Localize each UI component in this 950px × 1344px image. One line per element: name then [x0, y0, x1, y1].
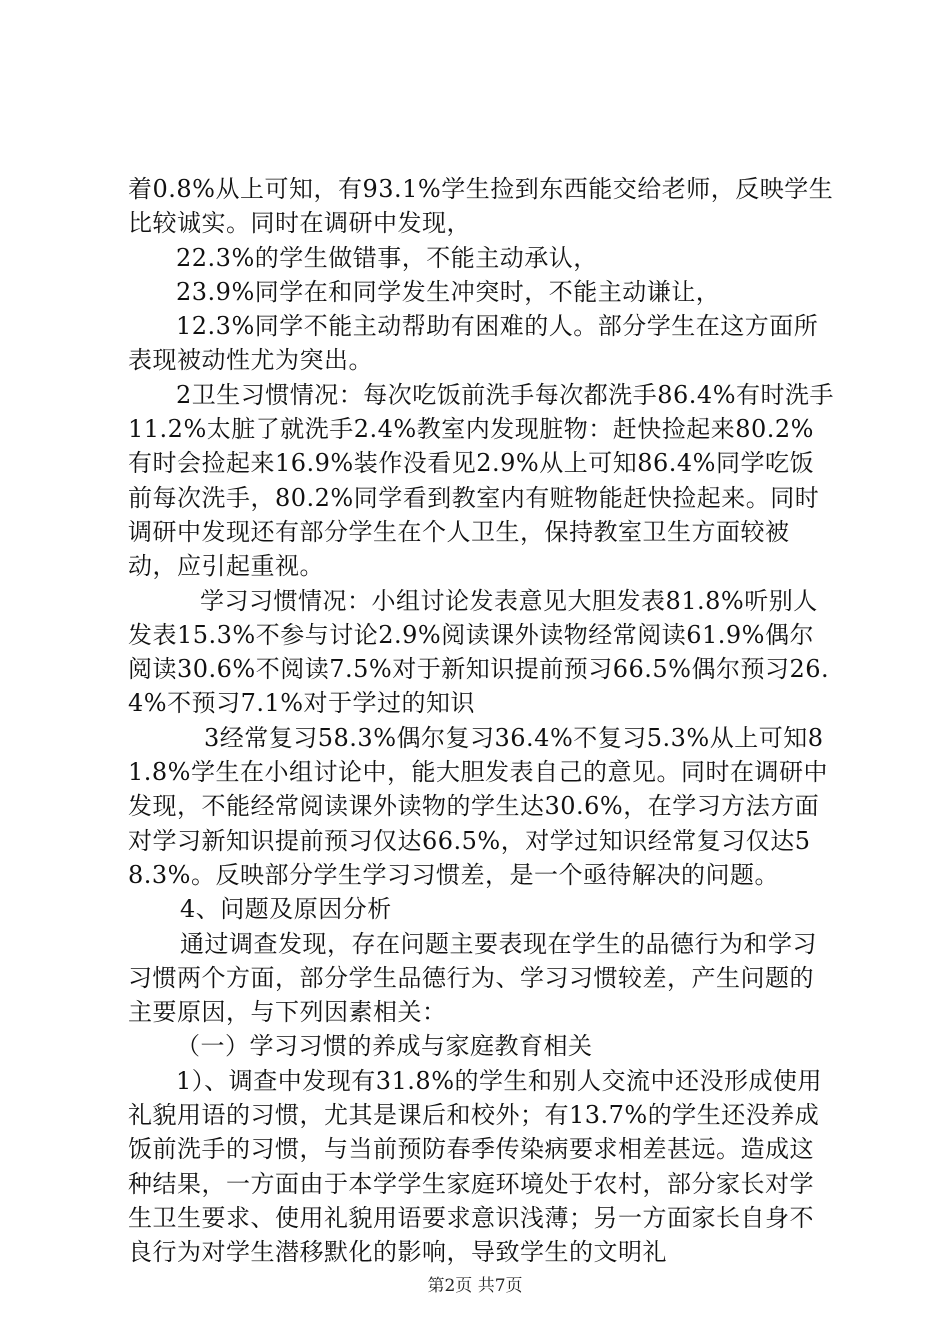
paragraph-admit-mistakes: 22.3%的学生做错事，不能主动承认， — [176, 243, 598, 272]
paragraph-hygiene-habits: 2卫生习惯情况：每次吃饭前洗手每次都洗手86.4%有时洗手11.2%太脏了就洗手2.4%教室内发现脏物：赶快捡起来80.2%有时会捡起来16.9%装作没看见2.9%从上可知86.4%同学吃饭前每次洗手，80.2%同学看到教室内有赃物能赶快捡起来。同时调研中发现还有部分学生在个人卫生，保持教室卫生方面较被动，应引起重视。 — [128, 380, 835, 581]
paragraph-polite-language: 1）、调查中发现有31.8%的学生和别人交流中还没形成使用礼貌用语的习惯，尤其是课后和校外；有13.7%的学生还没养成饭前洗手的习惯，与当前预防春季传染病要求相差甚远。造成这种结果，一方面由于本学学生家庭环境处于农村，部分家长对学生卫生要求、使用礼貌用语要求意识浅薄；另一方面家长自身不良行为对学生潜移默化的影响，导致学生的文明礼 — [128, 1066, 823, 1267]
section-heading-problem-analysis: 4、问题及原因分析 — [180, 895, 392, 924]
paragraph-help-others: 12.3%同学不能主动帮助有困难的人。部分学生在这方面所表现被动性尤为突出。 — [128, 312, 819, 375]
page-number-footer: 第2页 共7页 — [427, 1276, 523, 1296]
paragraph-study-habits: 学习习惯情况：小组讨论发表意见大胆发表81.8%听别人发表15.3%不参与讨论2.9%阅读课外读物经常阅读61.9%偶尔阅读30.6%不阅读7.5%对于新知识提前预习66.5%偶尔预习26.4%不预习7.1%对于学过的知识 — [128, 586, 830, 718]
subheading-family-education: （一）学习习惯的养成与家庭教育相关 — [176, 1032, 593, 1061]
document-body — [128, 172, 834, 1270]
paragraph-honesty-summary: 着0.8%从上可知，有93.1%学生捡到东西能交给老师，反映学生比较诚实。同时在调研中发现， — [128, 175, 834, 238]
paragraph-conflict-yield: 23.9%同学在和同学发生冲突时，不能主动谦让， — [176, 277, 721, 306]
paragraph-survey-findings: 通过调查发现，存在问题主要表现在学生的品德行为和学习习惯两个方面，部分学生品德行为、学习习惯较差，产生问题的主要原因，与下列因素相关： — [128, 929, 817, 1027]
paragraph-review-habits: 3经常复习58.3%偶尔复习36.4%不复习5.3%从上可知81.8%学生在小组讨论中，能大胆发表自己的意见。同时在调研中发现，不能经常阅读课外读物的学生达30.6%，在学习方法方面对学习新知识提前预习仅达66.5%，对学过知识经常复习仅达58.3%。反映部分学生学习习惯差，是一个亟待解决的问题。 — [128, 723, 828, 889]
